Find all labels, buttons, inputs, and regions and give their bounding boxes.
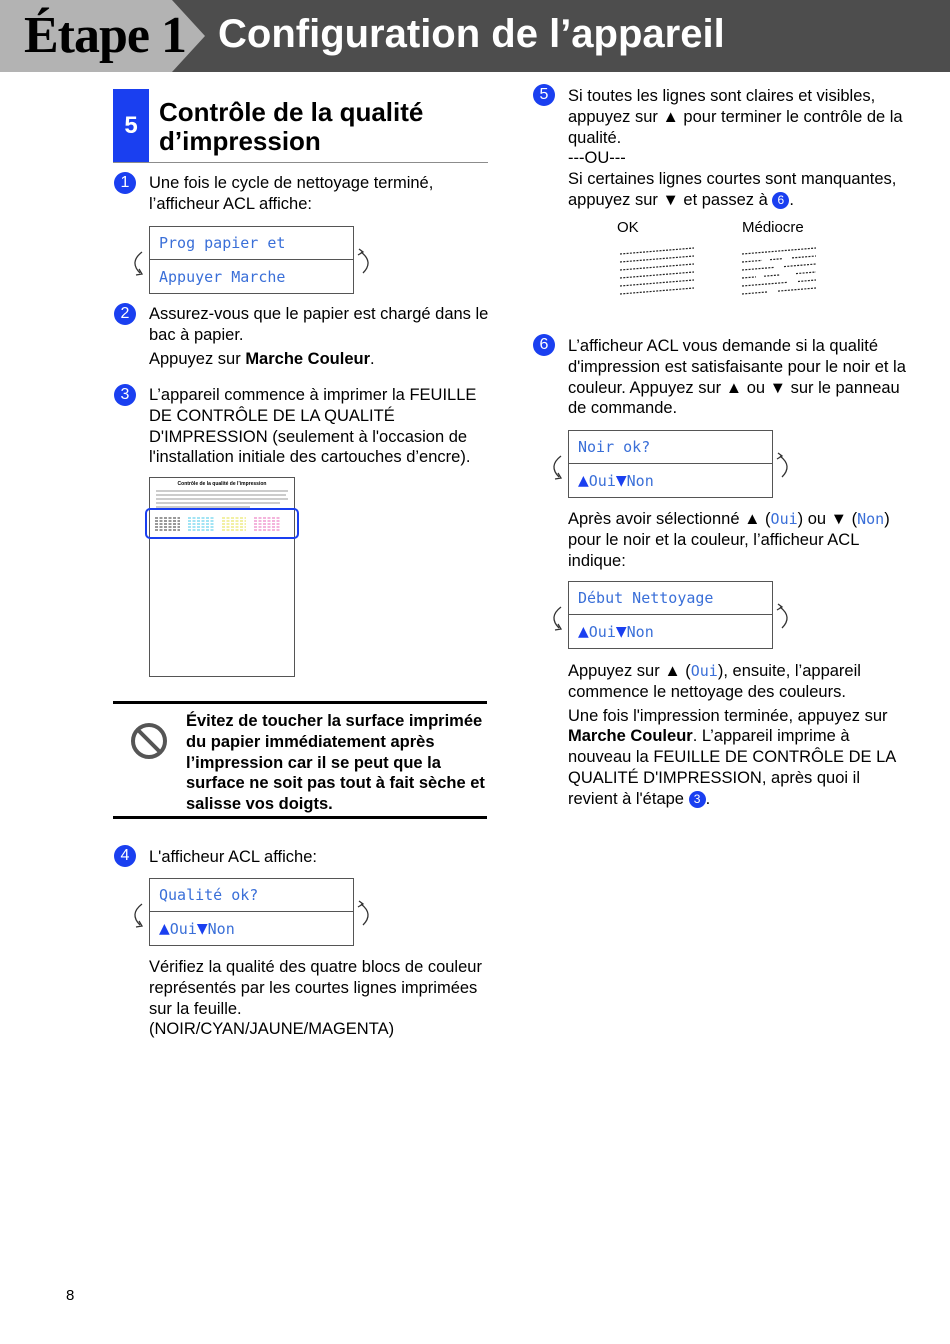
lcd-no: Non — [626, 622, 654, 641]
lcd-no: Non — [207, 919, 235, 938]
lcd-display-step6-b — [568, 581, 773, 649]
triangle-up-icon: ▲ — [664, 662, 681, 680]
step-6-end — [568, 706, 913, 810]
ok-lines-sample — [618, 244, 698, 300]
step-3-text: L’appareil commence à imprimer la FEUILLE DE CONTRÔLE DE LA QUALITÉ D'IMPRESSION (seulement à l'occasion de l'installation initiale des cartouches d’encre). — [149, 386, 477, 467]
triangle-down-icon: ▼ — [615, 472, 627, 489]
label-mediocre: Médiocre — [742, 219, 804, 236]
triangle-down-icon: ▼ — [830, 510, 848, 528]
lcd-yes: Oui — [588, 471, 616, 490]
lcd-line-2 — [569, 464, 772, 497]
lcd-line-2 — [150, 912, 353, 945]
triangle-up-icon: ▲ — [744, 510, 761, 528]
sel-c: pour le noir et la couleur, l’afficheur ACL indique: — [568, 530, 859, 570]
lcd-display-step4 — [149, 878, 354, 946]
lcd-line-1: Prog papier et — [150, 227, 353, 260]
step-2-text — [149, 304, 489, 369]
step-5-para-2 — [568, 169, 913, 211]
step-6-text-b: ou — [742, 378, 770, 397]
step-6-text-c: sur le panneau de commande. — [568, 378, 900, 418]
triangle-up-icon: ▲ — [159, 920, 170, 937]
section-divider — [113, 162, 488, 163]
section-title: Contrôle de la qualité d’impression — [159, 97, 424, 156]
prohibited-icon — [129, 721, 169, 761]
sel-b: ou — [803, 510, 831, 528]
step-5-para-1 — [568, 86, 913, 148]
triangle-down-icon: ▼ — [769, 378, 786, 397]
step-5-text-b: pour terminer le contrôle de la qualité. — [568, 107, 903, 147]
step-2-line-1: Assurez-vous que le papier est chargé dans le bac à papier. — [149, 305, 489, 344]
triangle-down-icon: ▼ — [662, 190, 679, 209]
step-4-text: L'afficheur ACL affiche: — [149, 848, 317, 866]
step-6-text — [568, 336, 913, 419]
curved-arrow-right-icon — [355, 248, 377, 278]
curved-arrow-left-icon — [126, 900, 148, 930]
lcd-line-2 — [569, 615, 772, 648]
section-number: 5 — [113, 89, 149, 162]
end-bold: Marche Couleur — [568, 727, 693, 746]
press-b: , ensuite, l’appareil commence le nettoyage des couleurs. — [568, 662, 861, 701]
warning-bottom-rule — [113, 816, 487, 819]
lcd-no: Non — [626, 471, 654, 490]
inline-no: Non — [857, 510, 885, 528]
step-1-text: Une fois le cycle de nettoyage terminé, l’afficheur ACL affiche: — [149, 174, 434, 213]
curved-arrow-left-icon — [545, 603, 567, 633]
page-title: Configuration de l’appareil — [218, 12, 725, 56]
step-ref-badge-6: 6 — [772, 192, 789, 209]
step-2-pre: Appuyez sur — [149, 349, 246, 368]
step-badge-4: 4 — [114, 845, 136, 867]
step-5-text-c: Si certaines lignes courtes sont manquantes, appuyez sur — [568, 170, 897, 209]
end-a: Une fois l'impression terminée, appuyez sur — [568, 706, 888, 725]
curved-arrow-right-icon — [355, 900, 377, 930]
curved-arrow-right-icon — [774, 603, 796, 633]
lcd-yes: Oui — [169, 919, 197, 938]
step-5-text-d: et passez à — [678, 190, 773, 209]
curved-arrow-right-icon — [774, 452, 796, 482]
lcd-display-step6-a — [568, 430, 773, 498]
step-6-press: Appuyez sur ▲ (Oui), ensuite, l’appareil commence le nettoyage des couleurs. — [568, 662, 861, 701]
color-blocks-highlight — [145, 508, 299, 539]
step-badge-3: 3 — [114, 384, 136, 406]
step-badge-6: 6 — [533, 334, 555, 356]
warning-top-rule — [113, 701, 487, 704]
step-5-text-a: Si toutes les lignes sont claires et visibles, appuyez sur — [568, 87, 876, 126]
warning-text: Évitez de toucher la surface imprimée du papier immédiatement après l’impression car il se peut que la surface ne soit pas tout à fait sèche et salisse vos doigts. — [186, 712, 485, 814]
step-5-or: ---OU--- — [568, 149, 626, 168]
lcd-line-2: Appuyer Marche — [159, 267, 286, 286]
end-c: . — [705, 789, 711, 808]
press-a: Appuyez sur — [568, 662, 665, 680]
step-2-bold: Marche Couleur — [245, 349, 371, 368]
quality-check-sheet — [149, 477, 295, 677]
step-2-post: . — [370, 349, 375, 368]
sheet-title: Contrôle de la qualité de l’impression — [177, 481, 267, 487]
step-badge-1: 1 — [114, 172, 136, 194]
curved-arrow-left-icon — [545, 452, 567, 482]
step-label: Étape 1 — [24, 7, 186, 64]
triangle-down-icon: ▼ — [196, 920, 208, 937]
triangle-up-icon: ▲ — [578, 623, 589, 640]
step-6-final-text — [568, 661, 913, 810]
inline-yes: Oui — [770, 510, 798, 528]
lcd-line-1: Qualité ok? — [150, 879, 353, 912]
lcd-display-step1 — [149, 226, 354, 294]
step-6-text-a: L’afficheur ACL vous demande si la qualité d'impression est satisfaisante pour le noir et la couleur. Appuyez sur — [568, 337, 906, 397]
lcd-line-1: Début Nettoyage — [569, 582, 772, 615]
label-ok: OK — [617, 219, 639, 236]
step-2-line-2 — [149, 349, 489, 370]
step-5-text — [568, 86, 913, 211]
step-4-after-text: Vérifiez la qualité des quatre blocs de couleur représentés par les courtes lignes imprimées sur la feuille. (NOIR/CYAN/JAUNE/MAGENTA) — [149, 958, 482, 1039]
triangle-up-icon: ▲ — [725, 378, 743, 397]
step-badge-2: 2 — [114, 303, 136, 325]
page-number: 8 — [66, 1287, 75, 1304]
triangle-up-icon: ▲ — [662, 107, 679, 126]
mediocre-lines-sample — [740, 244, 820, 300]
step-6-selection-text: Après avoir sélectionné ▲ (Oui) ou ▼ (Non) pour le noir et la couleur, l’afficheur ACL indique: — [568, 510, 890, 570]
sel-a: Après avoir sélectionné — [568, 510, 745, 528]
lcd-line-1: Noir ok? — [569, 431, 772, 464]
triangle-up-icon: ▲ — [578, 472, 589, 489]
triangle-down-icon: ▼ — [615, 623, 627, 640]
step-5-text-e: . — [789, 190, 794, 209]
step-ref-badge-3: 3 — [689, 791, 706, 808]
end-b: . L’appareil imprime à nouveau la FEUILLE DE CONTRÔLE DE LA QUALITÉ D'IMPRESSION, après quoi il revient à l'étape — [568, 727, 896, 808]
inline-yes: Oui — [690, 662, 718, 680]
curved-arrow-left-icon — [126, 248, 148, 278]
lcd-yes: Oui — [588, 622, 616, 641]
step-badge-5: 5 — [533, 84, 555, 106]
